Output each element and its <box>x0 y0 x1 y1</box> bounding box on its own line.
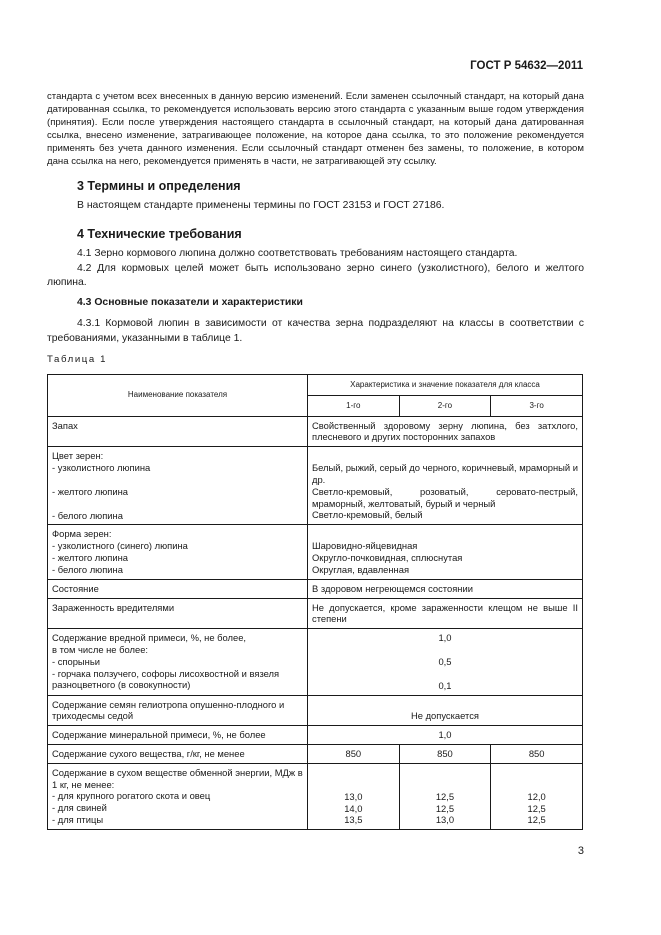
row-label: Зараженность вредителями <box>48 598 308 629</box>
row-value: В здоровом негреющемся состоянии <box>308 579 583 598</box>
section-3-text <box>47 199 584 214</box>
harmful-including: в том числе не более: <box>52 643 149 655</box>
row-label: Содержание сухого вещества, г/кг, не менее <box>48 744 308 763</box>
energy-class-1-poultry: 13,5 <box>344 814 363 826</box>
shape-yellow-value: Округло-почковидная, сплюснутая <box>312 552 463 564</box>
harmful-ergot-value: 0,5 <box>438 655 452 667</box>
row-value: Свойственный здоровому зерну люпина, без затхлого, плесневого и других посторонних запахов <box>308 416 583 447</box>
shape-white: - белого люпина <box>52 563 123 575</box>
table-row-harmful-impurity <box>48 629 583 695</box>
harmful-total: Содержание вредной примеси, %, не более, <box>52 632 247 644</box>
header-class-3: 3-го <box>491 395 583 416</box>
shape-title: Форма зерен: <box>52 528 112 540</box>
section-4-3-title: 4.3 Основные показатели и характеристики <box>77 297 303 308</box>
table-row-mineral <box>48 726 583 745</box>
color-narrowleaf: - узколистного люпина <box>52 461 151 473</box>
standard-number: ГОСТ Р 54632—2011 <box>470 60 583 72</box>
dry-class-2: 850 <box>399 744 491 763</box>
color-yellow: - желтого люпина <box>52 485 129 497</box>
energy-class-3-poultry: 12,5 <box>527 814 546 826</box>
energy-cattle: - для крупного рогатого скота и овец <box>52 790 211 802</box>
energy-poultry: - для птицы <box>52 813 104 825</box>
row-value <box>308 525 583 579</box>
shape-yellow: - желтого люпина <box>52 551 129 563</box>
paragraph-4-3-1: 4.3.1 Кормовой люпин в зависимости от качества зерна подразделяют на классы в соответствии с требованиями, указанными в таблице 1. <box>47 318 584 344</box>
table-row-dry-matter <box>48 744 583 763</box>
paragraph-4-1: 4.1 Зерно кормового люпина должно соответствовать требованиям настоящего стандарта. <box>77 248 518 259</box>
color-white-value: Светло-кремовый, белый <box>312 509 423 521</box>
intro-text <box>47 91 584 168</box>
color-white: - белого люпина <box>52 509 123 521</box>
shape-narrowleaf: - узколистного (синего) люпина <box>52 540 188 552</box>
color-yellow-value: Светло-кремовый, розоватый, серовато-пестрый, мраморный, желтоватый, бурый и черный <box>312 485 578 509</box>
table-header-row <box>48 375 583 396</box>
harmful-weeds: - горчака ползучего, софоры лисохвостной и вязеля разноцветного (в совокупности) <box>52 667 280 691</box>
row-value: Не допускается, кроме зараженности клещом не выше II степени <box>308 598 583 629</box>
row-label <box>48 447 308 525</box>
energy-class-1 <box>308 763 400 829</box>
table-row-pests <box>48 598 583 629</box>
row-label: Содержание семян гелиотропа опушенно-плодного и триходесмы седой <box>48 695 308 726</box>
dry-class-1: 850 <box>308 744 400 763</box>
energy-class-2-poultry: 13,0 <box>435 814 455 826</box>
header-indicator-name: Наименование показателя <box>48 375 308 417</box>
energy-class-2-pigs: 12,5 <box>435 802 455 814</box>
row-label <box>48 763 308 829</box>
table-caption: Таблица 1 <box>47 354 108 365</box>
table-row-color <box>48 447 583 525</box>
header-class-1: 1-го <box>308 395 400 416</box>
harmful-total-value: 1,0 <box>438 632 452 644</box>
paragraph-4-2: 4.2 Для кормовых целей может быть использовано зерно синего (узколистного), белого и желтого люпина. <box>47 262 584 289</box>
energy-class-1-pigs: 14,0 <box>344 802 363 814</box>
energy-title: Содержание в сухом веществе обменной энергии, МДж в 1 кг, не менее: <box>52 766 303 790</box>
row-label: Состояние <box>48 579 308 598</box>
table-row-condition <box>48 579 583 598</box>
energy-class-3 <box>491 763 583 829</box>
section-3-paragraph: В настоящем стандарте применены термины по ГОСТ 23153 и ГОСТ 27186. <box>77 200 445 211</box>
shape-white-value: Округлая, вдавленная <box>312 563 410 575</box>
color-narrowleaf-value: Белый, рыжий, серый до черного, коричневый, мраморный и др. <box>312 462 578 485</box>
section-4-title: 4 Технические требования <box>77 227 242 241</box>
energy-class-2 <box>399 763 491 829</box>
energy-class-3-pigs: 12,5 <box>527 802 546 814</box>
energy-class-1-cattle: 13,0 <box>344 790 363 802</box>
energy-class-2-cattle: 12,5 <box>435 790 455 802</box>
row-value <box>308 629 583 695</box>
table-row-smell <box>48 416 583 447</box>
row-value: 1,0 <box>308 726 583 745</box>
intro-paragraph: стандарта с учетом всех внесенных в данную версию изменений. Если заменен ссылочный стандарт, на который дана датированная ссылка, то рекомендуется использовать версию этого стандарта с указанным выше годом утверждения (принятия). Если после утверждения настоящего стандарта в ссылочный стандарт, на который дана датированная ссылка, внесено изменение, затрагивающее положение, на которое дана ссылка, то это положение рекомендуется применять без учета данного изменения. Если ссылочный стандарт отменен без замены, то положение, в котором дана ссылка на него, рекомендуется применять в части, не затрагивающей эту ссылку. <box>47 91 584 167</box>
energy-class-3-cattle: 12,0 <box>527 790 546 802</box>
header-class-2: 2-го <box>399 395 491 416</box>
table-row-energy <box>48 763 583 829</box>
row-label: Содержание минеральной примеси, %, не более <box>48 726 308 745</box>
section-4-text <box>47 247 584 291</box>
table-row-shape <box>48 525 583 579</box>
row-label: Запах <box>48 416 308 447</box>
dry-class-3: 850 <box>491 744 583 763</box>
row-label <box>48 525 308 579</box>
section-3-title: 3 Термины и определения <box>77 179 241 193</box>
header-characteristic: Характеристика и значение показателя для класса <box>308 375 583 396</box>
energy-pigs: - для свиней <box>52 802 107 814</box>
table-row-heliotrope <box>48 695 583 726</box>
color-title: Цвет зерен: <box>52 450 104 462</box>
row-value <box>308 447 583 525</box>
row-value: Не допускается <box>308 695 583 726</box>
shape-narrowleaf-value: Шаровидно-яйцевидная <box>312 540 418 552</box>
row-label <box>48 629 308 695</box>
section-4-3-text <box>47 317 584 346</box>
harmful-ergot: - спорыньи <box>52 655 100 667</box>
harmful-weeds-value: 0,1 <box>438 679 452 691</box>
page-number: 3 <box>577 845 584 857</box>
requirements-table <box>47 374 583 830</box>
